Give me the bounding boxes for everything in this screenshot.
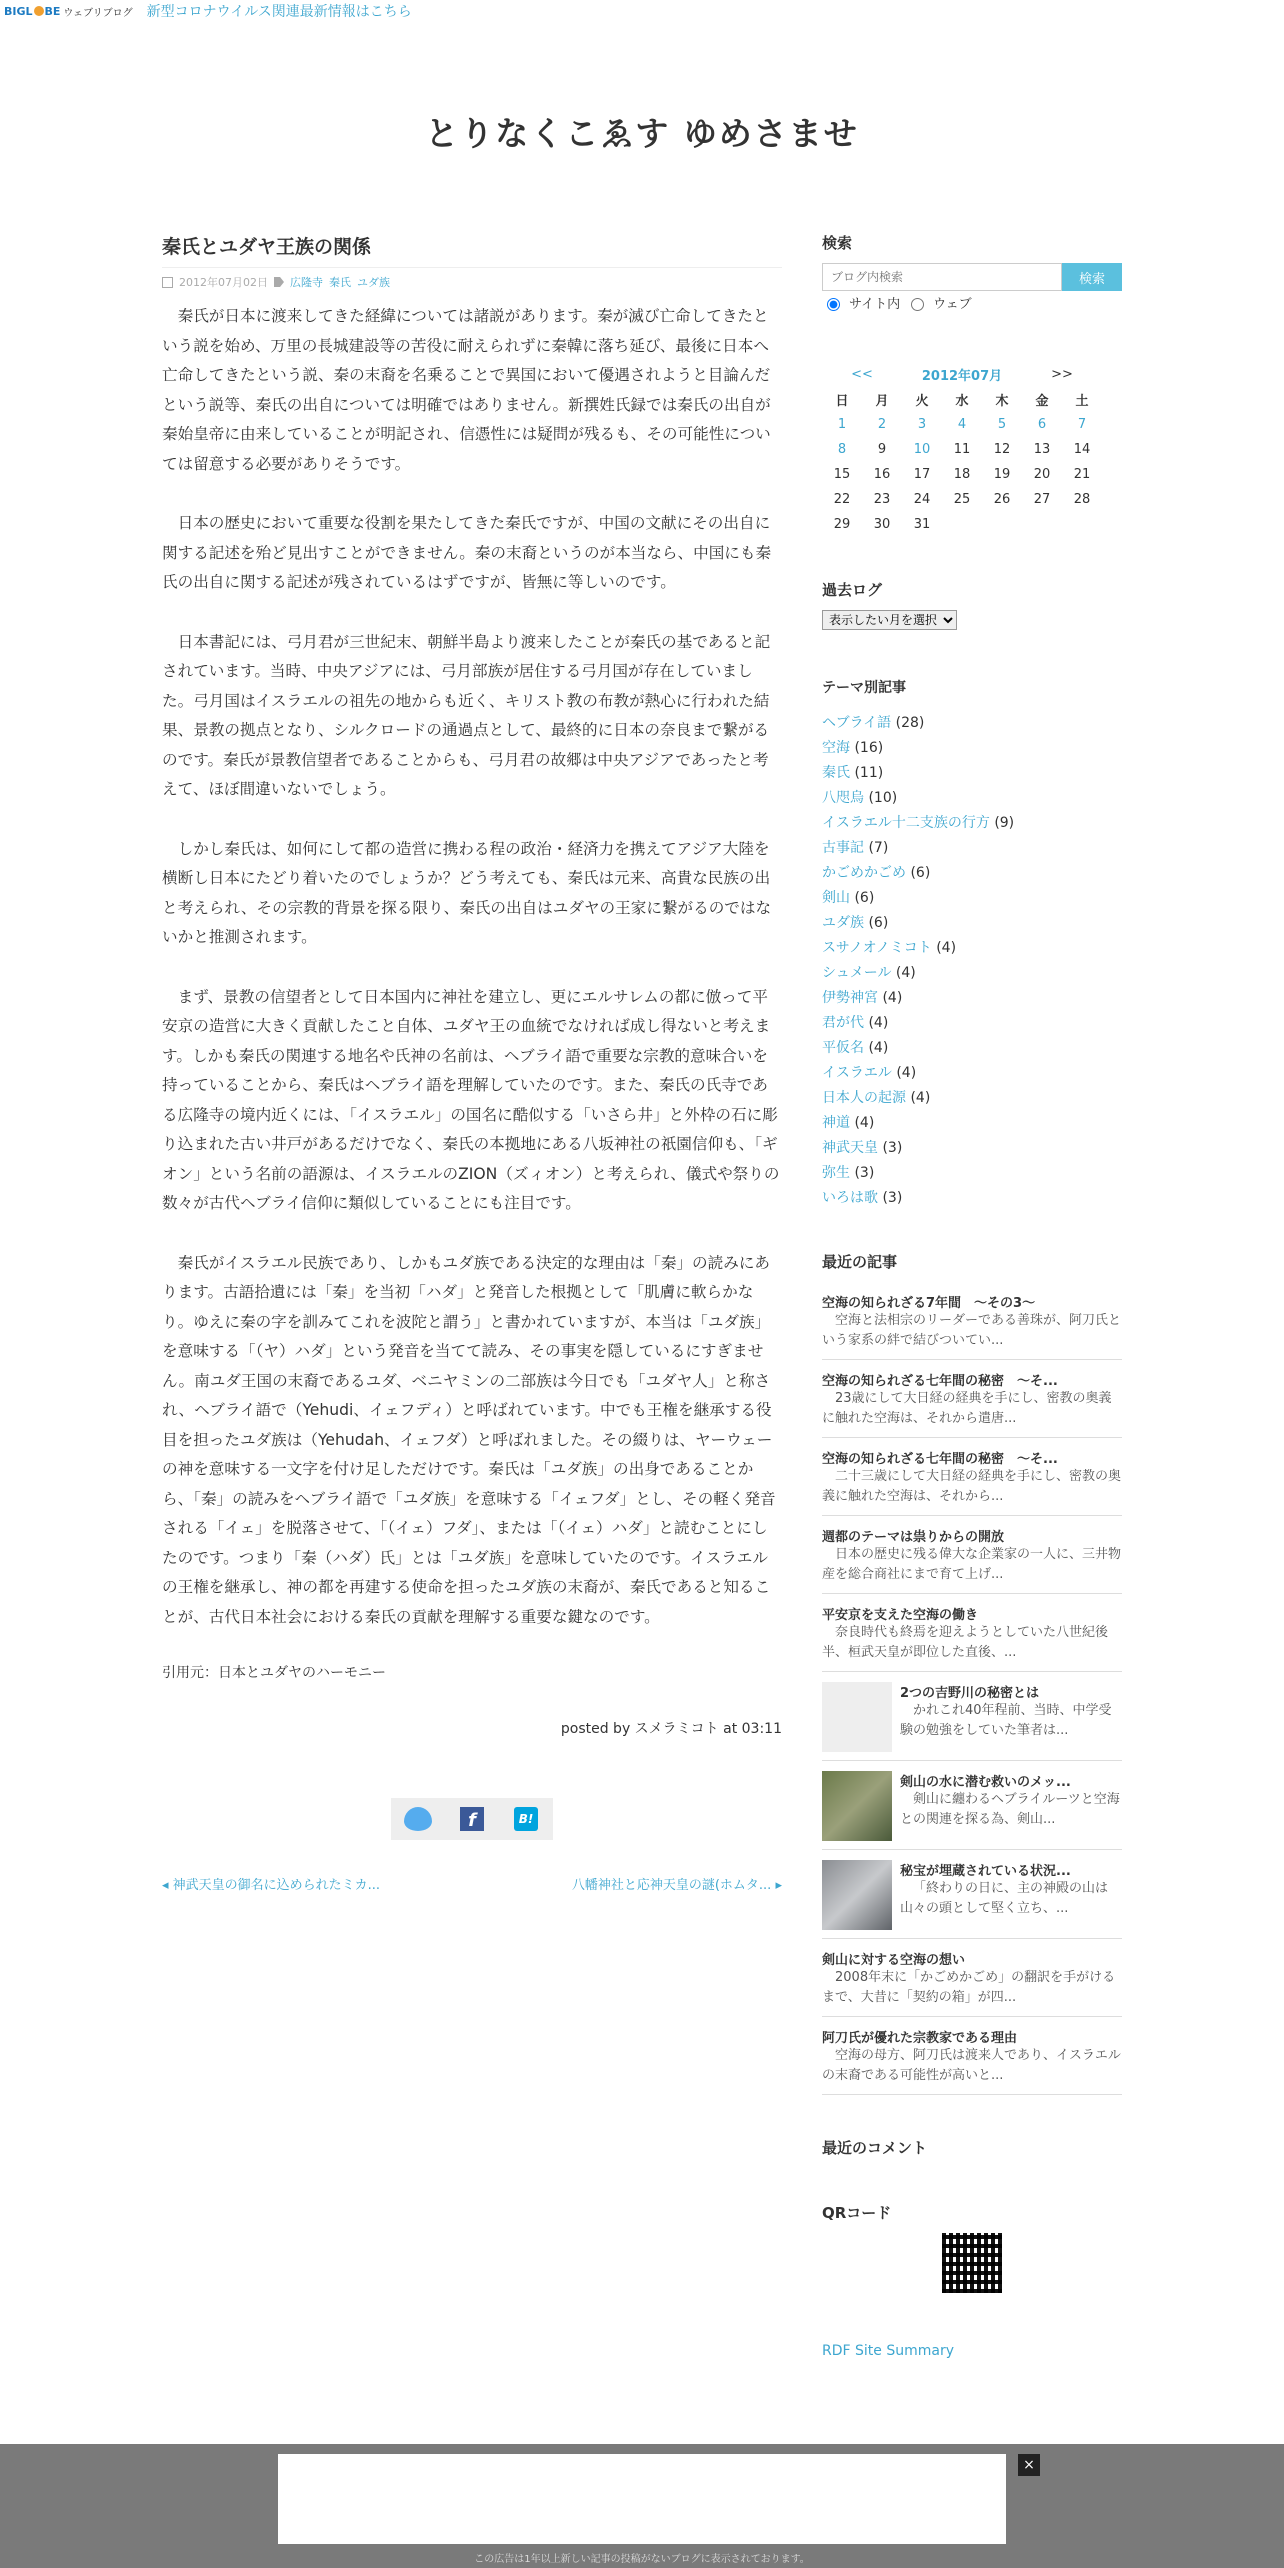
theme-count: (6) — [854, 890, 875, 906]
recent-article[interactable] — [822, 1360, 1122, 1438]
archive-select[interactable] — [822, 610, 957, 630]
logo-sub: ウェブリブログ — [63, 7, 133, 19]
calendar-day: 9 — [877, 442, 887, 457]
calendar — [822, 362, 1102, 537]
calendar-weekday: 月 — [875, 394, 889, 409]
qr-heading: QRコード — [822, 2204, 892, 2222]
recent-article-excerpt: 23歳にして大日経の経典を手にし、密教の奥義に触れた空海は、それから遣唐... — [822, 1391, 1112, 1426]
recent-article[interactable] — [822, 1761, 1122, 1850]
calendar-day: 27 — [1033, 492, 1051, 507]
recent-article-title[interactable]: 阿刀氏が優れた宗教家である理由 — [822, 2031, 1018, 2046]
theme-count: (4) — [868, 1040, 889, 1056]
theme-item — [822, 961, 1122, 986]
calendar-day — [942, 512, 982, 537]
comment-heading: 最近のコメント — [822, 2139, 928, 2157]
theme-count: (28) — [895, 715, 925, 731]
theme-item — [822, 986, 1122, 1011]
ad-note: この広告は1年以上新しい記事の投稿がないブログに表示されております。 — [474, 2554, 810, 2565]
theme-count: (16) — [854, 740, 884, 756]
logo-text-right: BE — [44, 4, 61, 18]
post-paragraph: 日本の歴史において重要な役割を果たしてきた秦氏ですが、中国の文献にその出自に関する記述を殆ど見出すことができません。秦の末裔というのが本当なら、中国にも秦氏の出自に関する記述が残されているはずですが、皆無に等しいのです。 — [162, 514, 772, 591]
search-form — [822, 263, 1122, 291]
calendar-day[interactable] — [822, 437, 862, 462]
calendar-day: 22 — [833, 492, 851, 507]
theme-item — [822, 811, 1122, 836]
calendar-day — [982, 512, 1022, 537]
twitter-icon — [404, 1807, 432, 1831]
calendar-day-link[interactable]: 2 — [877, 417, 887, 432]
theme-item — [822, 886, 1122, 911]
chevron-right-icon: ▸ — [771, 1878, 782, 1893]
recent-heading: 最近の記事 — [822, 1253, 898, 1271]
theme-count: (3) — [882, 1140, 903, 1156]
calendar-day: 25 — [953, 492, 971, 507]
theme-link[interactable]: いろは歌 — [822, 1190, 878, 1206]
recent-article-title[interactable]: 秘宝が埋蔵されている状況... — [900, 1864, 1071, 1879]
recent-article-title[interactable]: 平安京を支えた空海の働き — [822, 1608, 979, 1623]
calendar-weekday: 木 — [995, 394, 1009, 409]
theme-link[interactable]: ユダ族 — [822, 915, 864, 931]
theme-item — [822, 761, 1122, 786]
theme-item — [822, 1086, 1122, 1111]
post-paragraph: 日本書記には、弓月君が三世紀末、朝鮮半島より渡来したことが秦氏の基であると記されています。当時、中央アジアには、弓月部族が居住する弓月国が存在していました。弓月国はイスラエルの祖先の地からも近く、キリスト教の布教が熱心に行われた結果、景教の拠点となり、シルクロードの通過点として、最終的に日本の奈良まで繋がるのです。秦氏が景教信望者であることからも、弓月君の故郷は中央アジアであったと考えて、ほぼ間違いないでしょう。 — [162, 632, 771, 798]
hatena-bookmark-icon: B! — [514, 1807, 538, 1831]
theme-count: (4) — [936, 940, 957, 956]
search-input[interactable] — [822, 263, 1062, 291]
theme-count: (4) — [896, 1065, 917, 1081]
recent-article[interactable] — [822, 1939, 1122, 2017]
theme-item — [822, 1011, 1122, 1036]
recent-article-excerpt: 奈良時代も終焉を迎えようとしていた八世紀後半、桓武天皇が即位した直後、... — [822, 1625, 1109, 1660]
rdf-link[interactable]: RDF Site Summary — [822, 2343, 954, 2359]
recent-article-excerpt: 空海の母方、阿刀氏は渡来人であり、イスラエルの末裔である可能性が高いと... — [822, 2048, 1121, 2083]
radio-web-label: ウェブ — [933, 297, 972, 312]
calendar-day[interactable] — [902, 437, 942, 462]
calendar-day-link[interactable]: 7 — [1077, 417, 1087, 432]
calendar-day: 20 — [1033, 467, 1051, 482]
theme-link[interactable]: 君が代 — [822, 1015, 864, 1031]
calendar-day: 17 — [913, 467, 931, 482]
calendar-day: 21 — [1073, 467, 1091, 482]
recent-article-excerpt: 日本の歴史に残る偉大な企業家の一人に、三井物産を総合商社にまで育て上げ... — [822, 1547, 1122, 1582]
prev-next-nav — [162, 1874, 782, 1893]
calendar-day-link[interactable]: 1 — [837, 417, 847, 432]
theme-link[interactable]: 日本人の起源 — [822, 1090, 906, 1106]
calendar-day[interactable] — [942, 412, 982, 437]
calendar-day-link[interactable]: 10 — [913, 442, 931, 457]
site-title[interactable]: とりなくこゑす ゆめさませ — [425, 114, 859, 153]
chevron-left-icon: ◂ — [162, 1878, 173, 1893]
theme-link[interactable]: 神武天皇 — [822, 1140, 878, 1156]
main-column — [162, 232, 782, 1893]
calendar-day[interactable] — [982, 412, 1022, 437]
prev-post-title: 神武天皇の御名に込められたミカ... — [172, 1878, 381, 1893]
ad-overlay — [0, 2444, 1284, 2568]
calendar-day: 24 — [913, 492, 931, 507]
recent-article-excerpt: 「終わりの日に、主の神殿の山は山々の頭として堅く立ち、... — [900, 1881, 1109, 1916]
theme-link[interactable]: 弥生 — [822, 1165, 850, 1181]
search-button[interactable]: 検索 — [1062, 263, 1122, 291]
theme-count: (10) — [868, 790, 898, 806]
tag-icon — [274, 277, 284, 287]
calendar-day[interactable] — [862, 412, 902, 437]
theme-count: (3) — [854, 1165, 875, 1181]
calendar-day — [1022, 512, 1062, 537]
theme-item — [822, 861, 1122, 886]
calendar-weekday: 日 — [835, 394, 849, 409]
covid-info-link[interactable]: 新型コロナウイルス関連最新情報はこちら — [146, 4, 412, 20]
post-paragraph: 秦氏が日本に渡来してきた経緯については諸説があります。秦が滅び亡命してきたという説を始め、万里の長城建設等の苦役に耐えられずに秦韓に落ち延び、最後に日本へ亡命してきたという説、秦の末裔を名乗ることで異国において優遇されようと目論んだという説等、秦氏の出自については明確ではありません。新撰姓氏録では秦氏の出自が秦始皇帝に由来していることが明記され、信憑性には疑問が残るも、その可能性については留意する必要がありそうです。 — [162, 307, 771, 473]
calendar-day: 28 — [1073, 492, 1091, 507]
recent-article-excerpt: 空海と法相宗のリーダーである善珠が、阿刀氏という家系の絆で結びついてい... — [822, 1313, 1122, 1348]
calendar-icon — [162, 277, 173, 288]
theme-link[interactable]: イスラエル — [822, 1065, 892, 1081]
theme-link[interactable]: イスラエル十二支族の行方 — [822, 815, 990, 831]
calendar-month[interactable]: 2012年07月 — [921, 369, 1003, 384]
recent-article[interactable] — [822, 1850, 1122, 1939]
facebook-icon: f — [460, 1807, 484, 1831]
facebook-share-button[interactable] — [445, 1798, 499, 1840]
ad-banner[interactable] — [278, 2454, 1006, 2544]
theme-link[interactable]: 神道 — [822, 1115, 850, 1131]
calendar-day: 11 — [953, 442, 971, 457]
next-post-link[interactable] — [572, 1874, 782, 1893]
theme-link[interactable]: 空海 — [822, 740, 850, 756]
theme-link[interactable]: ヘブライ語 — [822, 715, 892, 731]
twitter-share-button[interactable] — [391, 1798, 445, 1840]
theme-item — [822, 711, 1122, 736]
recent-article-excerpt: かれこれ40年程前、当時、中学受験の勉強をしていた筆者は... — [900, 1703, 1112, 1738]
recent-article[interactable] — [822, 1282, 1122, 1360]
recent-article-title[interactable]: 空海の知られざる七年間の秘密 ～そ... — [822, 1452, 1058, 1467]
theme-link[interactable]: 古事記 — [822, 840, 864, 856]
theme-item — [822, 1161, 1122, 1186]
theme-count: (4) — [895, 965, 916, 981]
calendar-day: 16 — [873, 467, 891, 482]
theme-count: (3) — [882, 1190, 903, 1206]
calendar-day: 13 — [1033, 442, 1051, 457]
calendar-day: 15 — [833, 467, 851, 482]
post-meta — [162, 267, 782, 302]
theme-count: (4) — [910, 1090, 931, 1106]
calendar-day: 14 — [1073, 442, 1091, 457]
post-date: 2012年07月02日 — [179, 276, 268, 289]
theme-link[interactable]: 八咫烏 — [822, 790, 864, 806]
calendar-day: 29 — [833, 517, 851, 532]
radio-web[interactable] — [911, 298, 924, 311]
theme-count: (9) — [994, 815, 1015, 831]
recent-article-thumbnail[interactable] — [822, 1771, 892, 1841]
logo-dot-icon — [34, 6, 44, 16]
theme-item — [822, 936, 1122, 961]
recent-article-excerpt: 二十三歳にして大日経の経典を手にし、密教の奥義に触れた空海は、それから... — [822, 1469, 1122, 1504]
theme-item — [822, 1061, 1122, 1086]
post-title[interactable]: 秦氏とユダヤ王族の関係 — [162, 236, 372, 258]
calendar-weekday: 金 — [1035, 394, 1049, 409]
theme-item — [822, 836, 1122, 861]
recent-article[interactable] — [822, 1438, 1122, 1516]
calendar-day[interactable] — [822, 412, 862, 437]
recent-article-excerpt: 剣山に纏わるヘブライルーツと空海との関連を探る為、剣山... — [900, 1792, 1120, 1827]
theme-count: (4) — [854, 1115, 875, 1131]
theme-count: (6) — [910, 865, 931, 881]
top-bar — [0, 0, 1284, 22]
radio-site-label: サイト内 — [849, 297, 901, 312]
posted-by: posted by スメラミコト at 03:11 — [560, 1721, 782, 1737]
search-heading: 検索 — [822, 234, 853, 252]
calendar-prev[interactable]: << — [851, 367, 873, 382]
theme-count: (7) — [868, 840, 889, 856]
calendar-day-link[interactable]: 3 — [917, 417, 927, 432]
post-source: 引用元：日本とユダヤのハーモニー — [162, 1665, 386, 1681]
prev-post-link[interactable] — [162, 1874, 380, 1893]
logo-text-left: BIGL — [4, 4, 33, 18]
theme-count: (4) — [882, 990, 903, 1006]
recent-article-title[interactable]: 空海の知られざる7年間 ～その3～ — [822, 1296, 1036, 1311]
recent-article[interactable] — [822, 1516, 1122, 1594]
calendar-day-link[interactable]: 5 — [997, 417, 1007, 432]
theme-count: (4) — [868, 1015, 889, 1031]
theme-item — [822, 1111, 1122, 1136]
calendar-day: 19 — [993, 467, 1011, 482]
tag-link[interactable]: ユダ族 — [357, 276, 390, 289]
calendar-weekday: 水 — [955, 394, 969, 409]
archive-heading: 過去ログ — [822, 581, 883, 599]
tag-link[interactable]: 広隆寺 — [290, 276, 323, 289]
theme-link[interactable]: 秦氏 — [822, 765, 850, 781]
ad-close-button[interactable]: × — [1018, 2454, 1040, 2476]
tag-link[interactable]: 秦氏 — [329, 276, 351, 289]
theme-count: (6) — [868, 915, 889, 931]
calendar-day[interactable] — [1062, 412, 1102, 437]
theme-count: (11) — [854, 765, 884, 781]
theme-link[interactable]: 剣山 — [822, 890, 850, 906]
calendar-day: 31 — [913, 517, 931, 532]
share-buttons — [162, 1798, 782, 1840]
theme-item — [822, 1136, 1122, 1161]
theme-link[interactable]: シュメール — [822, 965, 892, 981]
calendar-day-link[interactable]: 8 — [837, 442, 847, 457]
calendar-weekday: 火 — [915, 394, 929, 409]
recent-article-title[interactable]: 空海の知られざる七年間の秘密 ～そ... — [822, 1374, 1058, 1389]
theme-item — [822, 736, 1122, 761]
sidebar — [822, 232, 1122, 2359]
calendar-day[interactable] — [1022, 412, 1062, 437]
biglobe-logo[interactable] — [4, 4, 133, 19]
calendar-day: 18 — [953, 467, 971, 482]
calendar-day: 12 — [993, 442, 1011, 457]
qr-code — [942, 2233, 1002, 2293]
calendar-day: 30 — [873, 517, 891, 532]
theme-link[interactable]: かごめかごめ — [822, 865, 906, 881]
calendar-day: 23 — [873, 492, 891, 507]
recent-article-title[interactable]: 2つの吉野川の秘密とは — [900, 1686, 1040, 1701]
recent-article-title[interactable]: 週都のテーマは祟りからの開放 — [822, 1530, 1005, 1545]
theme-item — [822, 1036, 1122, 1061]
hatena-share-button[interactable] — [499, 1798, 553, 1840]
theme-item — [822, 786, 1122, 811]
calendar-day: 26 — [993, 492, 1011, 507]
recent-article-thumbnail[interactable] — [822, 1860, 892, 1930]
recent-article-thumbnail[interactable] — [822, 1682, 892, 1752]
theme-link[interactable]: 伊勢神宮 — [822, 990, 878, 1006]
calendar-next[interactable]: >> — [1051, 367, 1073, 382]
recent-article-excerpt: 2008年末に「かごめかごめ」の翻訳を手がけるまで、大昔に「契約の箱」が四... — [822, 1970, 1116, 2005]
recent-article[interactable] — [822, 1672, 1122, 1761]
post-paragraph: 秦氏がイスラエル民族であり、しかもユダ族である決定的な理由は「秦」の読みにあります。古語拾遺には「秦」を当初「ハダ」と発音した根拠として「肌膚に軟らかなり。ゆえに秦の字を訓みてこれを波陀と謂う」と書かれていますが、本当は「ユダ族」を意味する「（ヤ）ハダ」という発音を当てて読み、その事実を隠しているにすぎません。南ユダ王国の末裔であるユダ、ベニヤミンの二部族は今日でも「ユダヤ人」と称され、ヘブライ語で（Yehudi、イェフディ）と呼ばれています。中でも王権を継承する役目を担ったユダ族は（Yehudah、イェフダ）と呼ばれました。その綴りは、ヤーウェーの神を意味する一文字を付け足しただけです。秦氏は「ユダ族」の出身であることから、「秦」の読みをヘブライ語で「ユダ族」を意味する「イェフダ」とし、その軽く発音される「イェ」を脱落させて、「（イェ）フダ」、または「（イェ）ハダ」と読むことにしたのです。つまり「秦（ハダ）氏」とは「ユダ族」を意味していたのです。イスラエルの王権を継承し、神の都を再建する使命を担ったユダ族の末裔が、秦氏であると知ることが、古代日本社会における秦氏の貢献を理解する重要な鍵なのです。 — [162, 1253, 776, 1626]
theme-heading: テーマ別記事 — [822, 680, 906, 696]
theme-item — [822, 911, 1122, 936]
calendar-day-link[interactable]: 6 — [1037, 417, 1047, 432]
recent-article-title[interactable]: 剣山に対する空海の想い — [822, 1953, 966, 1968]
post-paragraph: まず、景教の信望者として日本国内に神社を建立し、更にエルサレムの都に倣って平安京の造営に大きく貢献したこと自体、ユダヤ王の血統でなければ成し得ないと考えます。しかも秦氏の関連する地名や氏神の名前は、ヘブライ語で重要な宗教的意味合いを持っていることから、秦氏はヘブライ語を理解していたのです。また、秦氏の氏寺である広隆寺の境内近くには、「イスラエル」の国名に酷似する「いさら井」と外枠の石に彫り込まれた古い井戸があるだけでなく、秦氏の本拠地にある八坂神社の祇園信仰も、「ギオン」という名前の語源は、イスラエルのZION（ズィオン）と考えられ、儀式や祭りの数々が古代ヘブライ信仰に類似していることにも注目です。 — [162, 987, 780, 1212]
search-scope — [822, 293, 1122, 312]
theme-link[interactable]: 平仮名 — [822, 1040, 864, 1056]
calendar-day[interactable] — [902, 412, 942, 437]
theme-item — [822, 1186, 1122, 1211]
recent-article[interactable] — [822, 2017, 1122, 2095]
theme-link[interactable]: スサノオノミコト — [822, 940, 932, 956]
post-paragraph: しかし秦氏は、如何にして都の造営に携わる程の政治・経済力を携えてアジア大陸を横断し日本にたどり着いたのでしょうか？どう考えても、秦氏は元来、高貴な民族の出と考えられ、その宗教的背景を探る限り、秦氏の出自はユダヤの王家に繋がるのではないかと推測されます。 — [162, 839, 772, 946]
calendar-day-link[interactable]: 4 — [957, 417, 967, 432]
recent-article[interactable] — [822, 1594, 1122, 1672]
recent-article-title[interactable]: 剣山の水に潜む救いのメッ... — [900, 1775, 1071, 1790]
calendar-weekday: 土 — [1075, 394, 1089, 409]
radio-site[interactable] — [827, 298, 840, 311]
calendar-day — [1062, 512, 1102, 537]
next-post-title: 八幡神社と応神天皇の謎(ホムタ... — [571, 1878, 772, 1893]
post-body — [162, 302, 782, 1632]
